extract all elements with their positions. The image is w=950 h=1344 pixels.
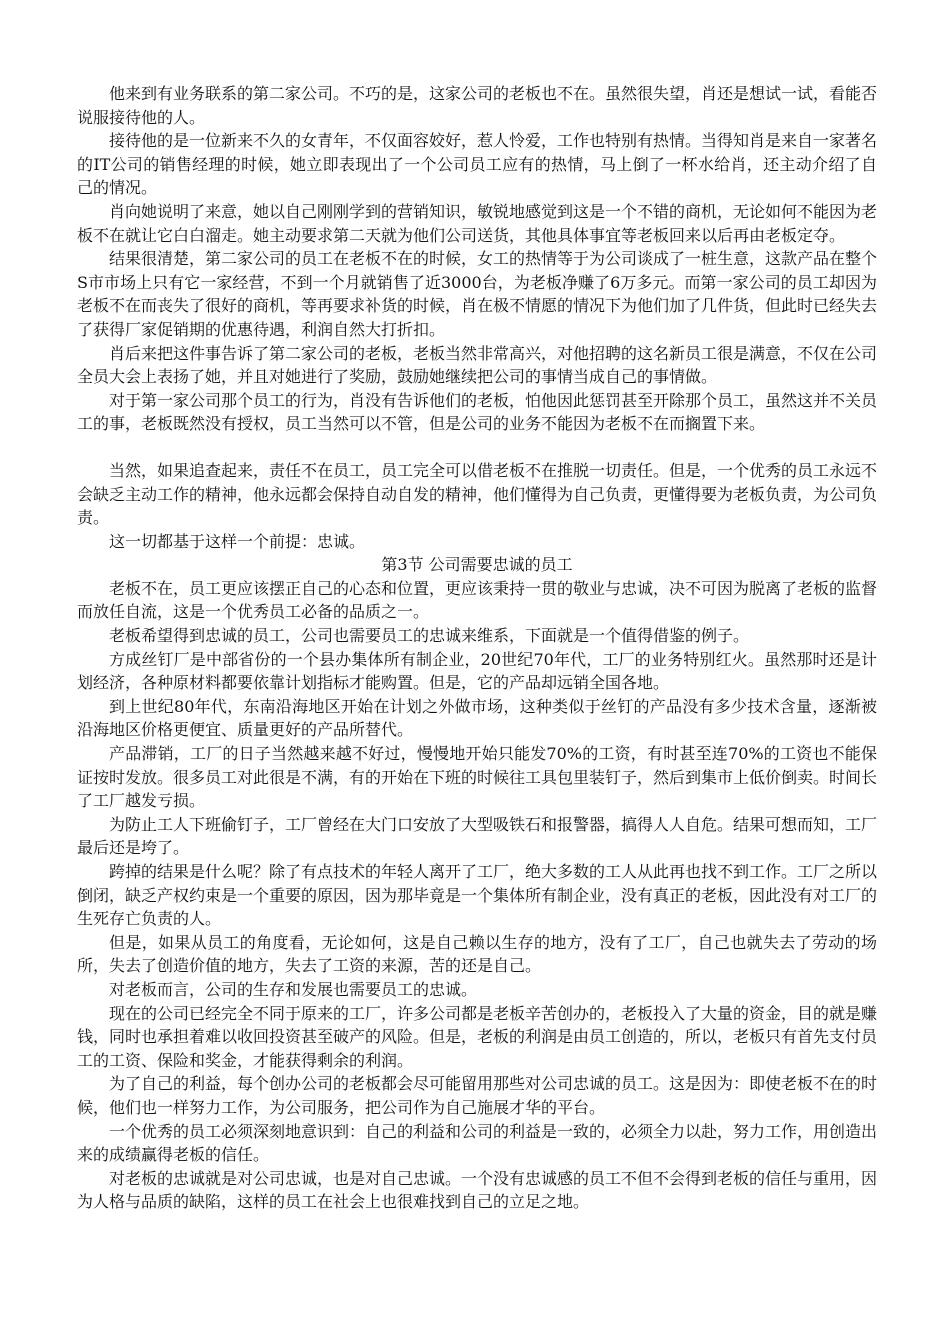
paragraph: 跨掉的结果是什么呢？除了有点技术的年轻人离开了工厂，绝大多数的工人从此再也找不到工作。工厂之所以倒闭，缺乏产权约束是一个重要的原因，因为那毕竟是一个集体所有制企业，没有真正的老板，因此没有对工厂的生死存亡负责的人。 (77, 862, 878, 929)
paragraph: 肖向她说明了来意，她以自己刚刚学到的营销知识，敏锐地感觉到这是一个不错的商机，无论如何不能因为老板不在就让它白白溜走。她主动要求第二天就为他们公司送货，其他具体事宜等老板回来以后再由老板定夺。 (77, 201, 878, 245)
paragraph: 当然，如果追查起来，责任不在员工，员工完全可以借老板不在推脱一切责任。但是，一个优秀的员工永远不会缺乏主动工作的精神，他永远都会保持自动自发的精神，他们懂得为自己负责，更懂得要为老板负责，为公司负责。 (77, 460, 878, 528)
section-title: 第3节 公司需要忠诚的员工 (381, 555, 573, 575)
paragraph: 老板不在，员工更应该摆正自己的心态和位置，更应该秉持一贯的敬业与忠诚，决不可因为脱离了老板的监督而放任自流，这是一个优秀员工必备的品质之一。 (77, 578, 878, 622)
paragraph: 产品滞销，工厂的日子当然越来越不好过，慢慢地开始只能发70%的工资，有时甚至连70%的工资也不能保证按时发放。很多员工对此很是不满，有的开始在下班的时候往工具包里装钉子，然后到集市上低价倒卖。时间长了工厂越发亏损。 (77, 744, 878, 811)
paragraph: 为防止工人下班偷钉子，工厂曾经在大门口安放了大型吸铁石和报警器，搞得人人自危。结果可想而知，工厂最后还是垮了。 (77, 814, 878, 858)
paragraph: 方成丝钉厂是中部省份的一个县办集体所有制企业，20世纪70年代，工厂的业务特别红火。虽然那时还是计划经济，各种原材料都要依靠计划指标才能购置。但是，它的产品却远销全国各地。 (77, 649, 877, 693)
blank-line (77, 436, 877, 459)
paragraph: 为了自己的利益，每个创办公司的老板都会尽可能留用那些对公司忠诚的员工。这是因为：即使老板不在的时候，他们也一样努力工作，为公司服务，把公司作为自己施展才华的平台。 (77, 1074, 878, 1117)
paragraph: 结果很清楚，第二家公司的员工在老板不在的时候，女工的热情等于为公司谈成了一桩生意，这款产品在整个S市市场上只有它一家经营，不到一个月就销售了近3000台，为老板净赚了6万多元。而第一家公司的员工却因为老板不在而丧失了很好的商机，等再要求补货的时候，肖在极不情愿的情况下为他们加了几件货，但此时已经失去了获得厂家促销期的优惠待遇，利润自然大打折扣。 (77, 249, 878, 339)
paragraph: 接待他的是一位新来不久的女青年，不仅面容姣好，惹人怜爱，工作也特别有热情。当得知肖是来自一家著名的IT公司的销售经理的时候，她立即表现出了一个公司员工应有的热情，马上倒了一杯水给肖，还主动介绍了自己的情况。 (77, 131, 878, 198)
paragraph: 肖后来把这件事告诉了第二家公司的老板，老板当然非常高兴，对他招聘的这名新员工很是满意，不仅在公司全员大会上表扬了她，并且对她进行了奖励，鼓励她继续把公司的事情当成自己的事情做。 (77, 343, 878, 387)
paragraph: 但是，如果从员工的角度看，无论如何，这是自己赖以生存的地方，没有了工厂，自己也就失去了劳动的场所，失去了创造价值的地方，失去了工资的来源，苦的还是自己。 (77, 932, 877, 976)
paragraph: 对老板而言，公司的生存和发展也需要员工的忠诚。 (109, 979, 478, 999)
paragraph: 现在的公司已经完全不同于原来的工厂，许多公司都是老板辛苦创办的，老板投入了大量的资金，目的就是赚钱，同时也承担着难以收回投资甚至破产的风险。但是，老板的利润是由员工创造的，所以，老板只有首先支付员工的工资、保险和奖金，才能获得剩余的利润。 (77, 1003, 878, 1070)
paragraph: 这一切都基于这样一个前提：忠诚。 (109, 531, 366, 551)
document-body (77, 82, 877, 1214)
paragraph: 对于第一家公司那个员工的行为，肖没有告诉他们的老板，怕他因此惩罚甚至开除那个员工，虽然这并不关员工的事，老板既然没有授权，员工当然可以不管，但是公司的业务不能因为老板不在而搁置下来。 (77, 390, 878, 434)
paragraph: 到上世纪80年代，东南沿海地区开始在计划之外做市场，这种类似于丝钉的产品没有多少技术含量，逐渐被沿海地区价格更便宜、质量更好的产品所替代。 (77, 696, 877, 740)
paragraph: 对老板的忠诚就是对公司忠诚，也是对自己忠诚。一个没有忠诚感的员工不但不会得到老板的信任与重用，因为人格与品质的缺陷，这样的员工在社会上也很难找到自己的立足之地。 (77, 1168, 878, 1212)
paragraph: 他来到有业务联系的第二家公司。不巧的是，这家公司的老板也不在。虽然很失望，肖还是想试一试，看能否说服接待他的人。 (77, 84, 878, 127)
paragraph: 老板希望得到忠诚的员工，公司也需要员工的忠诚来维系，下面就是一个值得借鉴的例子。 (109, 626, 750, 646)
paragraph: 一个优秀的员工必须深刻地意识到：自己的利益和公司的利益是一致的，必须全力以赴，努力工作，用创造出来的成绩赢得老板的信任。 (77, 1121, 878, 1165)
